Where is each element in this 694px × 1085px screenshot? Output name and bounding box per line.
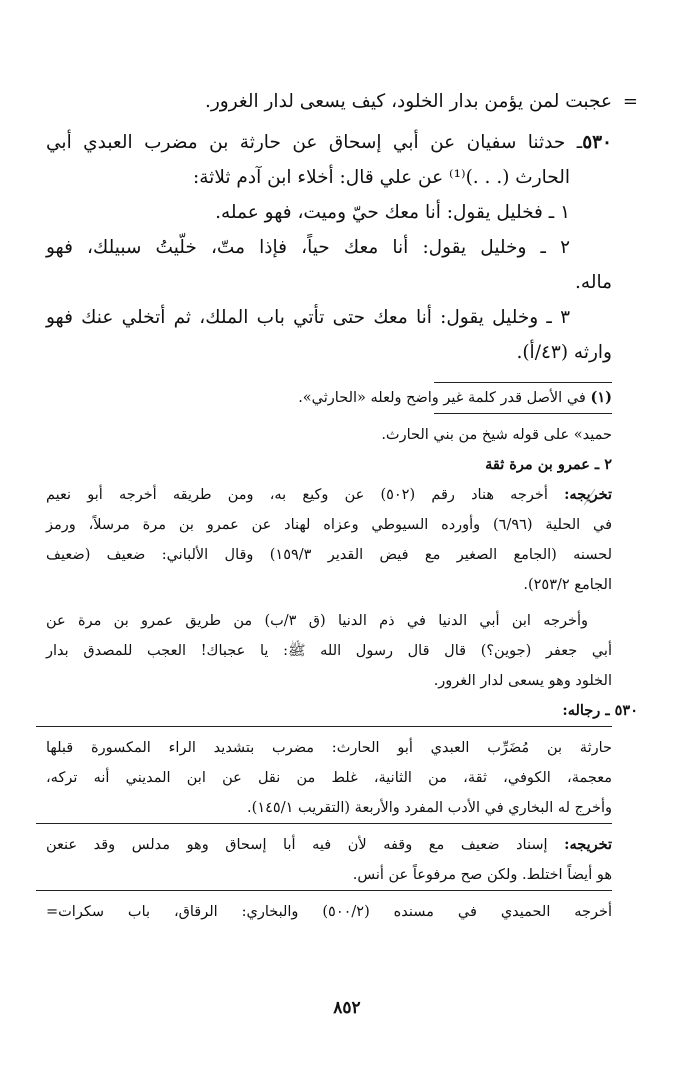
intro-line <box>46 84 638 119</box>
takhrij-1-line-4: الجامع ٢٥٣/٢). <box>523 577 612 593</box>
hadith-item-3-cont: وارثه (٤٣/أ). <box>516 342 612 363</box>
footnote-carry-line: حميد» على قوله شيخ من بني الحارث. <box>381 427 612 443</box>
hadith-text-1: ـ حدثنا سفيان عن أبي إسحاق عن حارثة بن مضرب العبدي أبي <box>46 132 583 153</box>
takhrij-1-line-3: لحسنه (الجامع الصغير مع فيض القدير ١٥٩/٣) وقال الألباني: ضعيف (ضعيف <box>46 547 612 563</box>
book-page <box>46 84 638 1085</box>
para-2-line-1: وأخرجه ابن أبي الدنيا في ذم الدنيا (ق ٣/ب) من طريق عمرو بن مرة عن <box>46 613 588 629</box>
rijal-heading: ٥٣٠ ـ رجاله: <box>562 702 638 719</box>
footnote-1-text: في الأصل قدر كلمة غير واضح ولعله «الحارثي». <box>298 390 586 406</box>
hadith-line-1 <box>46 125 612 160</box>
para-2-line-3: الخلود وهو يسعى لدار الغرور. <box>433 673 612 689</box>
hadith-item-1: ١ ـ فخليل يقول: أنا معك حيّ وميت، فهو عمله. <box>215 202 570 223</box>
page-number: ٨٥٢ <box>333 998 361 1018</box>
takhrij-2-label: تخريجه: <box>564 836 613 853</box>
continuation-marker: = <box>622 91 638 112</box>
rijal-line-2: معجمة، الكوفي، ثقة، من الثانية، غلط من نقل عن ابن المديني أنه تركه، <box>46 770 612 786</box>
rijal-line-3: وأخرج له البخاري في الأدب المفرد والأربعة (التقريب ١٤٥/١). <box>247 800 612 816</box>
para-2-line-2: أبي جعفر (جوين؟) قال قال رسول الله ﷺ: يا عجباك! العجب للمصدق بدار <box>46 643 612 659</box>
takhrij-1-text-1: أخرجه هناد رقم (٥٠٢) عن وكيع به، ومن طريقه أخرجه أبو نعيم <box>46 487 548 503</box>
footnote-1 <box>46 383 612 413</box>
takhrij-1-line-2: في الحلية (٦/٩٦) وأورده السيوطي وعزاه لهناد عن عمرو بن مرة مرسلاً، ورمز <box>46 517 612 533</box>
footnote-last-line: أخرجه الحميدي في مسنده (٥٠٠/٢) والبخاري: الرقاق، باب سكرات= <box>46 904 613 920</box>
hadith-number: ٥٣٠ <box>582 132 612 153</box>
hadith-line-2: الحارث (. . .)⁽¹⁾ عن علي قال: أخلاء ابن آدم ثلاثة: <box>193 167 570 188</box>
takhrij-2-text-1: إسناد ضعيف مع وقفه لأن فيه أبا إسحاق وهو مدلس وقد عنعن <box>46 837 548 853</box>
rijal-line-1: حارثة بن مُضَرِّب العبدي أبو الحارث: مضرب بتشديد الراء المكسورة قبلها <box>46 740 612 756</box>
takhrij-1-label: تخريجه: <box>564 486 612 503</box>
pen-stroke-mark <box>582 488 596 506</box>
footnote-sub-heading: ٢ ـ عمرو بن مرة ثقة <box>485 456 612 473</box>
hadith-item-2: ٢ ـ وخليل يقول: أنا معك حياً، فإذا متّ، خلّيتُ سبيلك، فهو <box>46 237 570 258</box>
takhrij-1-line-1 <box>46 480 612 510</box>
intro-text: عجبت لمن يؤمن بدار الخلود، كيف يسعى لدار الغرور. <box>204 91 612 112</box>
footnote-1-number: (١) <box>590 389 612 406</box>
hadith-item-2-cont: ماله. <box>575 272 612 293</box>
takhrij-2-line-1 <box>46 830 612 860</box>
takhrij-2-line-2: هو أيضاً اختلط. ولكن صح مرفوعاً عن أنس. <box>352 867 612 883</box>
hadith-item-3: ٣ ـ وخليل يقول: أنا معك حتى تأتي باب الملك، ثم أتخلي عنك فهو <box>46 307 570 328</box>
